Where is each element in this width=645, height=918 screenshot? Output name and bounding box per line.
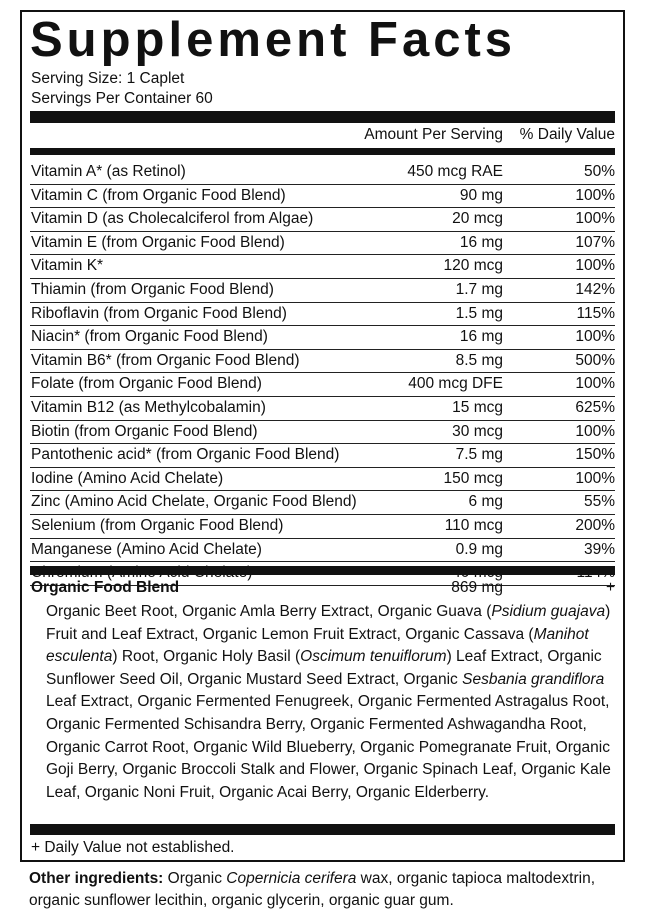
nutrient-name: Vitamin A* (as Retinol) xyxy=(31,163,186,180)
nutrient-daily-value: 142% xyxy=(575,280,615,298)
nutrient-daily-value: 100% xyxy=(575,257,615,275)
header-daily-value: % Daily Value xyxy=(519,126,615,143)
nutrient-row xyxy=(30,444,615,468)
botanical-name: Psidium guajava xyxy=(491,603,606,620)
thick-divider-blend xyxy=(30,566,615,575)
nutrient-daily-value: 100% xyxy=(575,422,615,440)
blend-ingredients xyxy=(46,601,613,804)
blend-name: Organic Food Blend xyxy=(31,579,180,596)
nutrient-daily-value: 100% xyxy=(575,328,615,346)
nutrient-daily-value: 100% xyxy=(575,375,615,393)
nutrient-name: Manganese (Amino Acid Chelate) xyxy=(31,540,262,558)
nutrient-row xyxy=(30,373,615,397)
nutrient-amount: 16 mg xyxy=(459,328,503,346)
nutrient-row xyxy=(30,232,615,256)
nutrient-daily-value: 500% xyxy=(575,351,615,369)
nutrient-row xyxy=(30,468,615,492)
nutrient-name: Pantothenic acid* (from Organic Food Blend) xyxy=(31,446,340,464)
nutrient-row xyxy=(30,208,615,232)
botanical-name: Sesbania grandiflora xyxy=(462,670,605,688)
nutrient-amount: 6 mg xyxy=(468,493,503,511)
nutrient-row xyxy=(30,326,615,350)
ingredient-text: ) Leaf Extract, Organic Sunflower Seed Oil, Organic Mustard Seed Extract, Organic xyxy=(46,648,602,688)
ingredient-text: Leaf Extract, Organic Fermented Fenugreek, Organic Fermented Astragalus Root, Organic Fermented Schisandra Berry, Organic Fermented Ashwagandha Root, Organic Carrot Root, Organic Wild Blueberry, Organic Pomegranate Fruit, Organic Goji Berry, Organic Broccoli Stalk and Flower, Organic Spinach Leaf, Organic Kale Leaf, Organic Noni Fruit, Organic Acai Berry, Organic Elderberry. xyxy=(46,693,611,801)
nutrient-table xyxy=(30,161,615,586)
nutrient-amount: 7.5 mg xyxy=(455,446,503,464)
servings-per-container: Servings Per Container 60 xyxy=(31,90,213,107)
nutrient-name: Vitamin C (from Organic Food Blend) xyxy=(31,186,286,204)
nutrient-row xyxy=(30,303,615,327)
nutrient-row xyxy=(30,255,615,279)
thick-divider-top xyxy=(30,111,615,123)
blend-daily-value: + xyxy=(605,579,615,596)
nutrient-amount: 20 mcg xyxy=(452,210,503,228)
nutrient-name: Riboflavin (from Organic Food Blend) xyxy=(31,304,287,322)
nutrient-daily-value: 100% xyxy=(575,469,615,487)
nutrient-name: Biotin (from Organic Food Blend) xyxy=(31,422,258,440)
nutrient-daily-value: 39% xyxy=(583,540,615,558)
ingredient-text: ) Fruit and Leaf Extract, Organic Lemon Fruit Extract, Organic Cassava ( xyxy=(46,603,611,643)
nutrient-amount: 90 mg xyxy=(459,186,503,204)
nutrient-amount: 400 mcg DFE xyxy=(408,375,503,393)
nutrient-name: Vitamin D (as Cholecalciferol from Algae) xyxy=(31,210,314,228)
nutrient-amount: 30 mcg xyxy=(452,422,503,440)
nutrient-daily-value: 55% xyxy=(583,493,615,511)
nutrient-row xyxy=(30,350,615,374)
nutrient-amount: 110 mcg xyxy=(444,516,503,534)
nutrient-name: Iodine (Amino Acid Chelate) xyxy=(31,469,224,487)
serving-size: Serving Size: 1 Caplet xyxy=(31,70,185,87)
ingredient-text: wax, organic tapioca maltodextrin, organic sunflower lecithin, organic glycerin, organic guar gum. xyxy=(29,870,596,909)
nutrient-amount: 1.7 mg xyxy=(455,280,503,298)
nutrient-row xyxy=(30,185,615,209)
nutrient-name: Zinc (Amino Acid Chelate, Organic Food Blend) xyxy=(31,493,357,511)
botanical-name: Copernicia cerifera xyxy=(226,870,357,887)
nutrient-daily-value: 150% xyxy=(575,446,615,464)
nutrient-amount: 120 mcg xyxy=(443,257,503,275)
nutrient-daily-value: 625% xyxy=(575,398,615,416)
ingredient-text: ) Root, Organic Holy Basil ( xyxy=(112,648,301,666)
panel-title: Supplement Facts xyxy=(30,13,517,67)
nutrient-name: Thiamin (from Organic Food Blend) xyxy=(31,280,274,298)
nutrient-daily-value: 115% xyxy=(576,304,615,322)
nutrient-amount: 450 mcg RAE xyxy=(407,163,503,180)
nutrient-amount: 150 mcg xyxy=(443,469,503,487)
ingredient-text: Organic Beet Root, Organic Amla Berry Extract, Organic Guava ( xyxy=(46,603,492,620)
nutrient-name: Folate (from Organic Food Blend) xyxy=(31,375,262,393)
nutrient-amount: 16 mg xyxy=(459,233,503,251)
nutrient-name: Vitamin E (from Organic Food Blend) xyxy=(31,233,285,251)
nutrient-name: Vitamin B6* (from Organic Food Blend) xyxy=(31,351,300,369)
nutrient-row xyxy=(30,515,615,539)
botanical-name: Manihot esculenta xyxy=(46,625,589,666)
nutrient-name: Selenium (from Organic Food Blend) xyxy=(31,516,284,534)
nutrient-daily-value: 100% xyxy=(575,186,615,204)
nutrient-row xyxy=(30,397,615,421)
header-amount-per-serving: Amount Per Serving xyxy=(364,126,503,143)
botanical-name: Oscimum tenuiflorum xyxy=(300,648,447,666)
nutrient-row xyxy=(30,161,615,185)
nutrient-daily-value: 200% xyxy=(575,516,615,534)
nutrient-amount: 15 mcg xyxy=(452,398,503,416)
nutrient-amount: 1.5 mg xyxy=(455,304,503,322)
nutrient-name: Niacin* (from Organic Food Blend) xyxy=(31,328,268,346)
supplement-facts-panel xyxy=(20,10,625,862)
blend-amount: 869 mg xyxy=(451,579,503,596)
nutrient-amount: 8.5 mg xyxy=(455,351,503,369)
nutrient-row xyxy=(30,491,615,515)
nutrient-daily-value: 107% xyxy=(575,233,615,251)
other-ingredients-label: Other ingredients: xyxy=(29,870,164,887)
nutrient-row xyxy=(30,539,615,563)
thick-divider-bottom xyxy=(30,824,615,835)
thick-divider-header xyxy=(30,148,615,155)
footnote: + Daily Value not established. xyxy=(31,839,235,856)
ingredient-text: Organic xyxy=(167,870,227,887)
nutrient-row xyxy=(30,279,615,303)
nutrient-row xyxy=(30,421,615,445)
nutrient-name: Vitamin K* xyxy=(31,257,104,275)
nutrient-name: Vitamin B12 (as Methylcobalamin) xyxy=(31,398,266,416)
nutrient-amount: 0.9 mg xyxy=(455,540,503,558)
other-ingredients xyxy=(29,868,629,912)
nutrient-daily-value: 100% xyxy=(575,210,615,228)
nutrient-daily-value: 50% xyxy=(583,163,615,180)
